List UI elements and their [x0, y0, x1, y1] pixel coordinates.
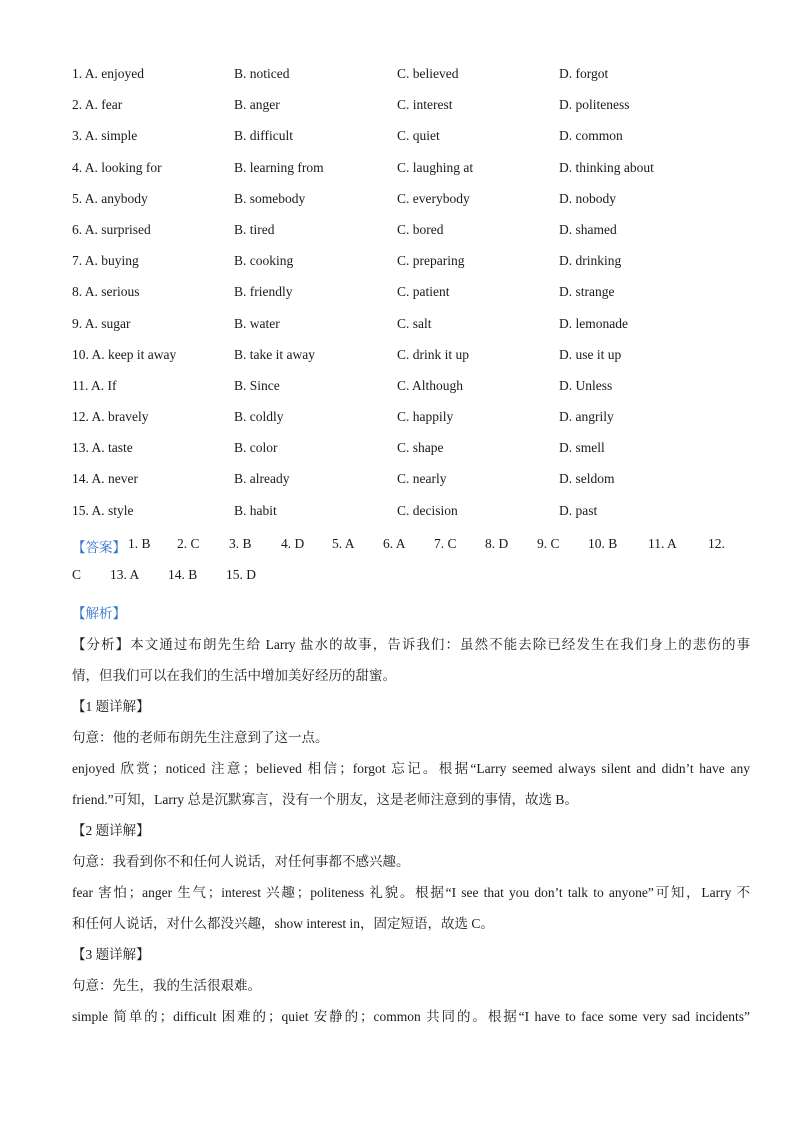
option-b: B. already [234, 471, 290, 487]
option-c: C. decision [397, 502, 458, 518]
option-b: B. coldly [234, 409, 284, 425]
option-d: D. lemonade [559, 315, 628, 331]
answer-item: 1. B [128, 536, 151, 551]
question-row [72, 409, 732, 440]
q3-meaning: 句意：先生，我的生活很艰难。 [72, 978, 261, 993]
q1-explain: friend.”可知，Larry 总是沉默寡言，没有一个朋友，这是老师注意到的事情，故选 B。 [72, 792, 578, 807]
answer-item: 11. A [648, 536, 677, 551]
question-row [72, 347, 732, 378]
analysis-summary: 情，但我们可以在我们的生活中增加美好经历的甜蜜。 [72, 668, 396, 683]
option-d: D. smell [559, 440, 605, 456]
option-c: C. quiet [397, 128, 440, 144]
answer-line-2 [72, 567, 750, 598]
option-c: C. nearly [397, 471, 447, 487]
answer-section [72, 536, 750, 598]
option-c: C. everybody [397, 190, 470, 206]
q3-title: 【3 题详解】 [72, 947, 150, 962]
question-row [72, 128, 732, 159]
question-row [72, 97, 732, 128]
option-b: B. noticed [234, 66, 290, 81]
answer-line-1 [72, 536, 750, 567]
option-c: C. laughing at [397, 159, 474, 175]
option-d: D. shamed [559, 221, 617, 237]
q1-explain: enjoyed 欣赏；noticed 注意；believed 相信；forgot 忘记。根据“Larry seemed always silent and didn’t have any [72, 761, 750, 776]
question-row [72, 284, 732, 315]
answer-item: 3. B [229, 536, 252, 551]
option-d: D. thinking about [559, 159, 654, 175]
option-b: B. friendly [234, 284, 293, 300]
option-c: C. bored [397, 221, 444, 237]
option-c: C. preparing [397, 253, 465, 269]
option-c: C. patient [397, 284, 450, 300]
option-b: B. cooking [234, 253, 294, 269]
answer-item: 9. C [537, 536, 560, 551]
analysis-section [72, 598, 750, 1032]
answer-item: 4. D [281, 536, 305, 551]
option-a: 15. A. style [72, 502, 134, 518]
option-a: 5. A. anybody [72, 190, 148, 206]
option-a: 2. A. fear [72, 97, 123, 113]
option-b: B. anger [234, 97, 280, 113]
q2-title: 【2 题详解】 [72, 823, 150, 838]
q2-explain: 和任何人说话，对什么都没兴趣，show interest in，固定短语，故选 C。 [72, 916, 494, 931]
answer-item: 6. A [383, 536, 406, 551]
question-row [72, 440, 732, 471]
option-c: C. shape [397, 440, 444, 456]
q3-explain: simple 简单的；difficult 困难的；quiet 安静的；common 共同的。根据“I have to face some very sad incidents” [72, 1009, 750, 1024]
answer-item: 8. D [485, 536, 509, 551]
option-c: C. salt [397, 315, 432, 331]
answer-item: 13. A [110, 567, 140, 582]
option-c: C. drink it up [397, 346, 470, 362]
option-d: D. use it up [559, 346, 622, 362]
answer-item: 5. A [332, 536, 355, 551]
q2-explain: fear 害怕；anger 生气；interest 兴趣；politeness 礼貌。根据“I see that you don’t talk to anyone”可知，Larry 不 [72, 885, 750, 900]
question-row [72, 66, 732, 97]
option-a: 4. A. looking for [72, 159, 162, 175]
option-c: C. interest [397, 97, 453, 113]
option-a: 14. A. never [72, 471, 138, 487]
analysis-summary: 【分析】本文通过布朗先生给 Larry 盐水的故事，告诉我们：虽然不能去除已经发生在我们身上的悲伤的事 [72, 637, 750, 652]
option-d: D. seldom [559, 471, 615, 487]
question-row [72, 378, 732, 409]
option-a: 11. A. If [72, 377, 117, 393]
option-a: 1. A. enjoyed [72, 66, 144, 81]
option-d: D. common [559, 128, 623, 144]
option-d: D. strange [559, 284, 615, 300]
answer-item: 12. [708, 536, 725, 551]
q1-meaning: 句意：他的老师布朗先生注意到了这一点。 [72, 730, 329, 745]
analysis-label: 【解析】 [72, 606, 126, 621]
q1-title: 【1 题详解】 [72, 699, 150, 714]
option-c: C. Although [397, 377, 464, 393]
option-b: B. color [234, 440, 278, 456]
answer-item: 14. B [168, 567, 198, 582]
option-a: 10. A. keep it away [72, 346, 177, 362]
q2-meaning: 句意：我看到你不和任何人说话，对任何事都不感兴趣。 [72, 854, 410, 869]
answer-label: 【答案】 [72, 540, 126, 555]
option-d: D. past [559, 502, 598, 518]
answer-item: 15. D [226, 567, 256, 582]
option-b: B. take it away [234, 346, 315, 362]
option-a: 9. A. sugar [72, 315, 131, 331]
option-d: D. Unless [559, 377, 613, 393]
answer-item: 7. C [434, 536, 457, 551]
option-d: D. angrily [559, 409, 614, 425]
option-b: B. tired [234, 221, 275, 237]
answer-item: C [72, 567, 82, 582]
option-a: 6. A. surprised [72, 221, 151, 237]
option-a: 3. A. simple [72, 128, 138, 144]
option-d: D. nobody [559, 190, 616, 206]
option-c: C. believed [397, 66, 459, 81]
question-row [72, 503, 732, 534]
option-d: D. politeness [559, 97, 630, 113]
question-options [72, 66, 732, 534]
option-a: 8. A. serious [72, 284, 140, 300]
option-b: B. water [234, 315, 280, 331]
option-d: D. drinking [559, 253, 622, 269]
option-a: 13. A. taste [72, 440, 133, 456]
answer-item: 10. B [588, 536, 618, 551]
question-row [72, 222, 732, 253]
question-row [72, 160, 732, 191]
question-row [72, 253, 732, 284]
option-b: B. learning from [234, 159, 324, 175]
option-d: D. forgot [559, 66, 609, 81]
option-b: B. somebody [234, 190, 306, 206]
question-row [72, 316, 732, 347]
option-a: 12. A. bravely [72, 409, 149, 425]
option-c: C. happily [397, 409, 454, 425]
option-b: B. habit [234, 502, 277, 518]
option-a: 7. A. buying [72, 253, 139, 269]
option-b: B. Since [234, 377, 280, 393]
answer-item: 2. C [177, 536, 200, 551]
question-row [72, 471, 732, 502]
option-b: B. difficult [234, 128, 293, 144]
question-row [72, 191, 732, 222]
